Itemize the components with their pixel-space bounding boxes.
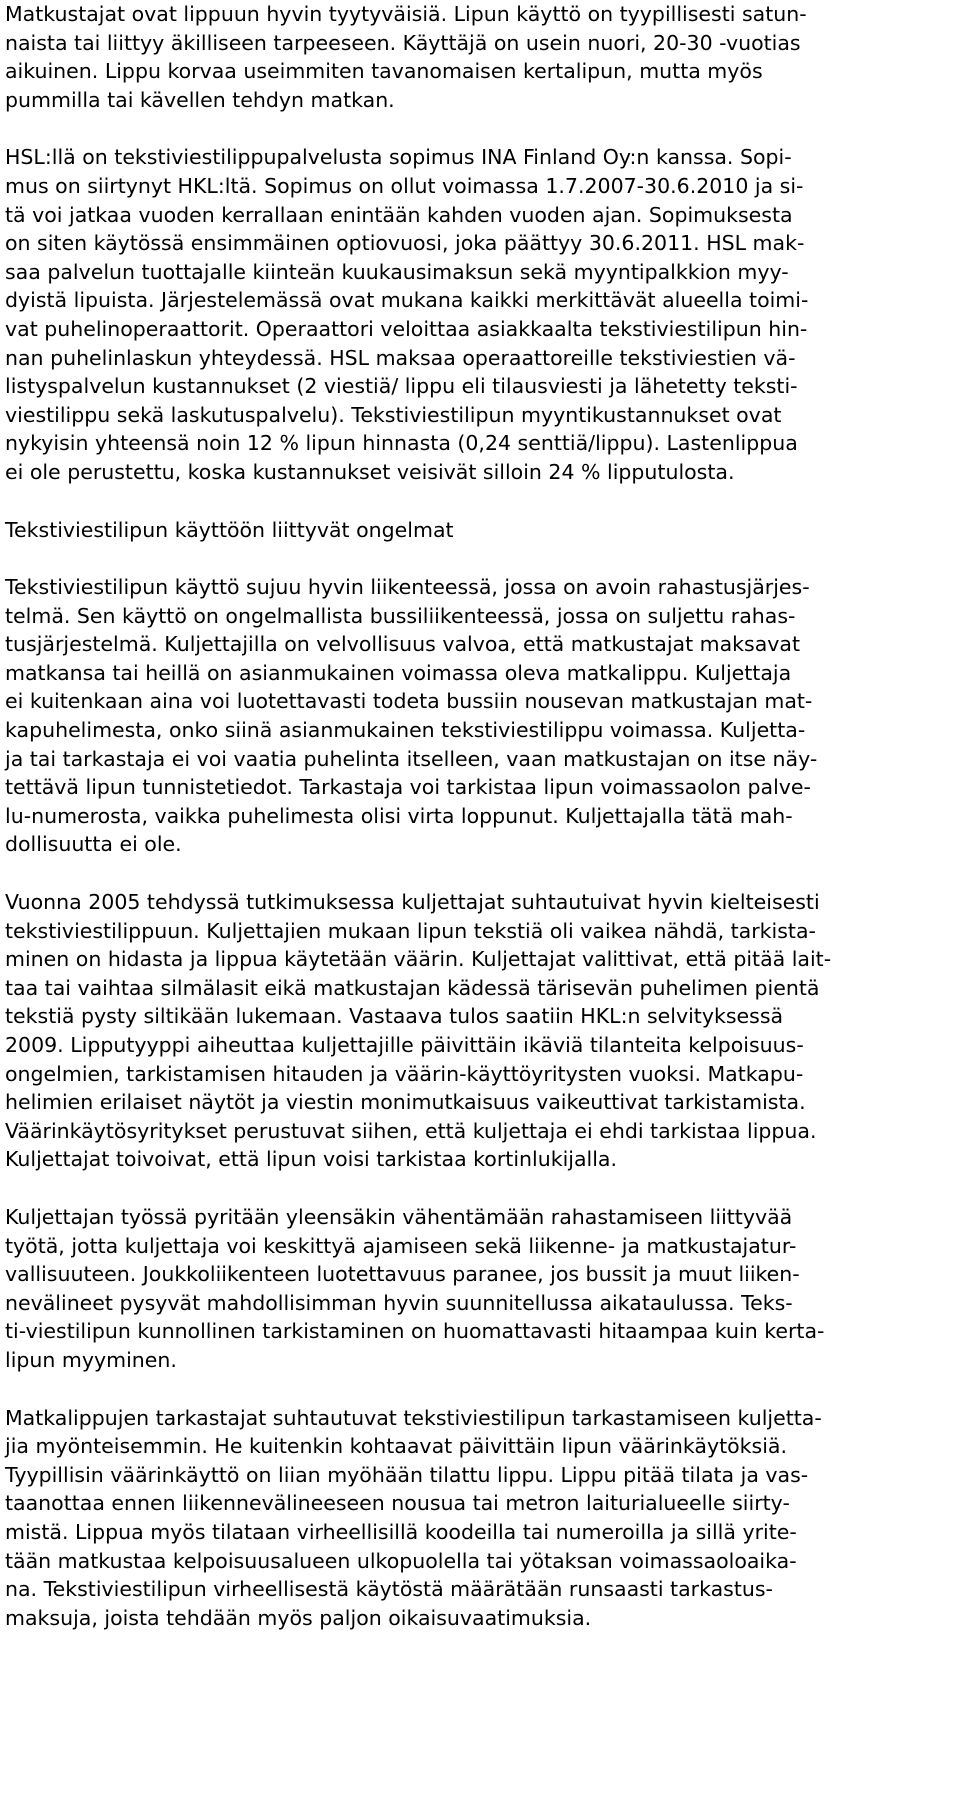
text-line: vallisuuteen. Joukkoliikenteen luotettavuus paranee, jos bussit ja muut liiken- (5, 1262, 800, 1287)
paragraph-driver-study (5, 888, 955, 1174)
text-line: ongelmien, tarkistamisen hitauden ja väärin-käyttöyritysten vuoksi. Matkapu- (5, 1061, 804, 1086)
text-line: pummilla tai kävellen tehdyn matkan. (5, 87, 395, 112)
text-line: kapuhelimesta, onko siinä asianmukainen tekstiviestilippu voimassa. Kuljetta- (5, 718, 806, 743)
text-line: helimien erilaiset näytöt ja viestin monimutkaisuus vaikeuttivat tarkistamista. (5, 1090, 806, 1115)
document-page (5, 0, 955, 1661)
text-line: ei kuitenkaan aina voi luotettavasti todeta bussiin nousevan matkustajan mat- (5, 689, 813, 714)
text-line: Kuljettajan työssä pyritään yleensäkin vähentämään rahastamiseen liittyvää (5, 1204, 793, 1229)
text-line: nan puhelinlaskun yhteydessä. HSL maksaa operaattoreille tekstiviestien vä- (5, 345, 796, 370)
text-line: Tyypillisin väärinkäyttö on liian myöhään tilattu lippu. Lippu pitää tilata ja vas- (5, 1462, 809, 1487)
text-line: minen on hidasta ja lippua käytetään väärin. Kuljettajat valittivat, että pitää lait- (5, 947, 832, 972)
text-line: mus on siirtynyt HKL:ltä. Sopimus on ollut voimassa 1.7.2007-30.6.2010 ja si- (5, 173, 804, 198)
text-line: Matkustajat ovat lippuun hyvin tyytyväisiä. Lipun käyttö on tyypillisesti satun- (5, 2, 807, 26)
text-line: Vuonna 2005 tehdyssä tutkimuksessa kuljettajat suhtautuivat hyvin kielteisesti (5, 890, 820, 915)
text-line: 2009. Lipputyyppi aiheuttaa kuljettajille päivittäin ikäviä tilanteita kelpoisuus- (5, 1033, 804, 1057)
text-line: lu-numerosta, vaikka puhelimesta olisi virta loppunut. Kuljettajalla tätä mah- (5, 803, 793, 828)
text-line: maksuja, joista tehdään myös paljon oikaisuvaatimuksia. (5, 1605, 592, 1630)
text-line: mistä. Lippua myös tilataan virheellisillä koodeilla tai numeroilla ja sillä yrite- (5, 1519, 797, 1544)
text-line: Tekstiviestilipun käyttö sujuu hyvin liikenteessä, jossa on avoin rahastusjärjes- (5, 575, 810, 600)
paragraph-ticket-satisfaction (5, 0, 955, 114)
text-line: ti-viestilipun kunnollinen tarkistaminen on huomattavasti hitaampaa kuin kerta- (5, 1319, 825, 1344)
text-line: HSL:llä on tekstiviestilippupalvelusta sopimus INA Finland Oy:n kanssa. Sopi- (5, 145, 792, 170)
paragraph-inspectors (5, 1404, 955, 1633)
text-line: telmä. Sen käyttö on ongelmallista bussiliikenteessä, jossa on suljettu rahas- (5, 603, 796, 628)
text-line: saa palvelun tuottajalle kiinteän kuukausimaksun sekä myyntipalkkion myy- (5, 259, 789, 284)
paragraph-bus-usage-problems (5, 573, 955, 859)
text-line: taa tai vaihtaa silmälasit eikä matkustajan kädessä tärisevän puhelimen pientä (5, 975, 820, 1000)
text-line: tään matkustaa kelpoisuusalueen ulkopuolella tai yötaksan voimassaoloaika- (5, 1548, 797, 1573)
text-line: vat puhelinoperaattorit. Operaattori veloittaa asiakkaalta tekstiviestilipun hin- (5, 316, 808, 341)
text-line: Matkalippujen tarkastajat suhtautuvat tekstiviestilipun tarkastamiseen kuljetta- (5, 1405, 822, 1430)
text-line: dyistä lipuista. Järjestelemässä ovat mukana kaikki merkittävät alueella toimi- (5, 288, 809, 313)
text-line: tekstiviestilippuun. Kuljettajien mukaan lipun tekstiä oli vaikea nähdä, tarkista- (5, 918, 816, 943)
section-heading: Tekstiviestilipun käyttöön liittyvät ongelmat (5, 517, 454, 542)
text-line: nevälineet pysyvät mahdollisimman hyvin suunnitellussa aikataulussa. Teks- (5, 1290, 793, 1315)
text-line: tä voi jatkaa vuoden kerrallaan enintään kahden vuoden ajan. Sopimuksesta (5, 202, 793, 227)
text-line: ei ole perustettu, koska kustannukset veisivät silloin 24 % lipputulosta. (5, 459, 735, 484)
text-line: tettävä lipun tunnistetiedot. Tarkastaja voi tarkistaa lipun voimassaolon palve- (5, 775, 811, 800)
text-line: dollisuutta ei ole. (5, 832, 182, 857)
text-line: työtä, jotta kuljettaja voi keskittyä ajamiseen sekä liikenne- ja matkustajatur- (5, 1233, 797, 1258)
text-line: na. Tekstiviestilipun virheellisestä käytöstä määrätään runsaasti tarkastus- (5, 1577, 773, 1602)
text-line: jia myönteisemmin. He kuitenkin kohtaavat päivittäin lipun väärinkäytöksiä. (5, 1434, 788, 1459)
text-line: taanottaa ennen liikennevälineeseen nousua tai metron laiturialueelle siirty- (5, 1491, 790, 1516)
text-line: lipun myyminen. (5, 1347, 177, 1372)
text-line: nykyisin yhteensä noin 12 % lipun hinnasta (0,24 senttiä/lippu). Lastenlippua (5, 431, 798, 456)
text-line: ja tai tarkastaja ei voi vaatia puhelinta itselleen, vaan matkustajan on itse näy- (5, 746, 818, 771)
text-line: listyspalvelun kustannukset (2 viestiä/ lippu eli tilausviesti ja lähetetty teksti- (5, 374, 798, 399)
text-line: tusjärjestelmä. Kuljettajilla on velvollisuus valvoa, että matkustajat maksavat (5, 632, 801, 657)
text-line: matkansa tai heillä on asianmukainen voimassa oleva matkalippu. Kuljettaja (5, 660, 792, 685)
text-line: aikuinen. Lippu korvaa useimmiten tavanomaisen kertalipun, mutta myös (5, 59, 763, 84)
text-line: Kuljettajat toivoivat, että lipun voisi tarkistaa kortinlukijalla. (5, 1147, 617, 1172)
text-line: viestilippu sekä laskutuspalvelu). Tekstiviestilipun myyntikustannukset ovat (5, 402, 782, 427)
text-line: naista tai liittyy äkilliseen tarpeeseen. Käyttäjä on usein nuori, 20-30 -vuotias (5, 30, 801, 55)
text-line: Väärinkäytösyritykset perustuvat siihen, että kuljettaja ei ehdi tarkistaa lippua. (5, 1118, 817, 1143)
text-line: on siten käytössä ensimmäinen optiovuosi, joka päättyy 30.6.2011. HSL mak- (5, 231, 805, 256)
paragraph-driver-work (5, 1203, 955, 1375)
text-line: tekstiä pysty siltikään lukemaan. Vastaava tulos saatiin HKL:n selvityksessä (5, 1004, 784, 1029)
paragraph-contract (5, 143, 955, 486)
